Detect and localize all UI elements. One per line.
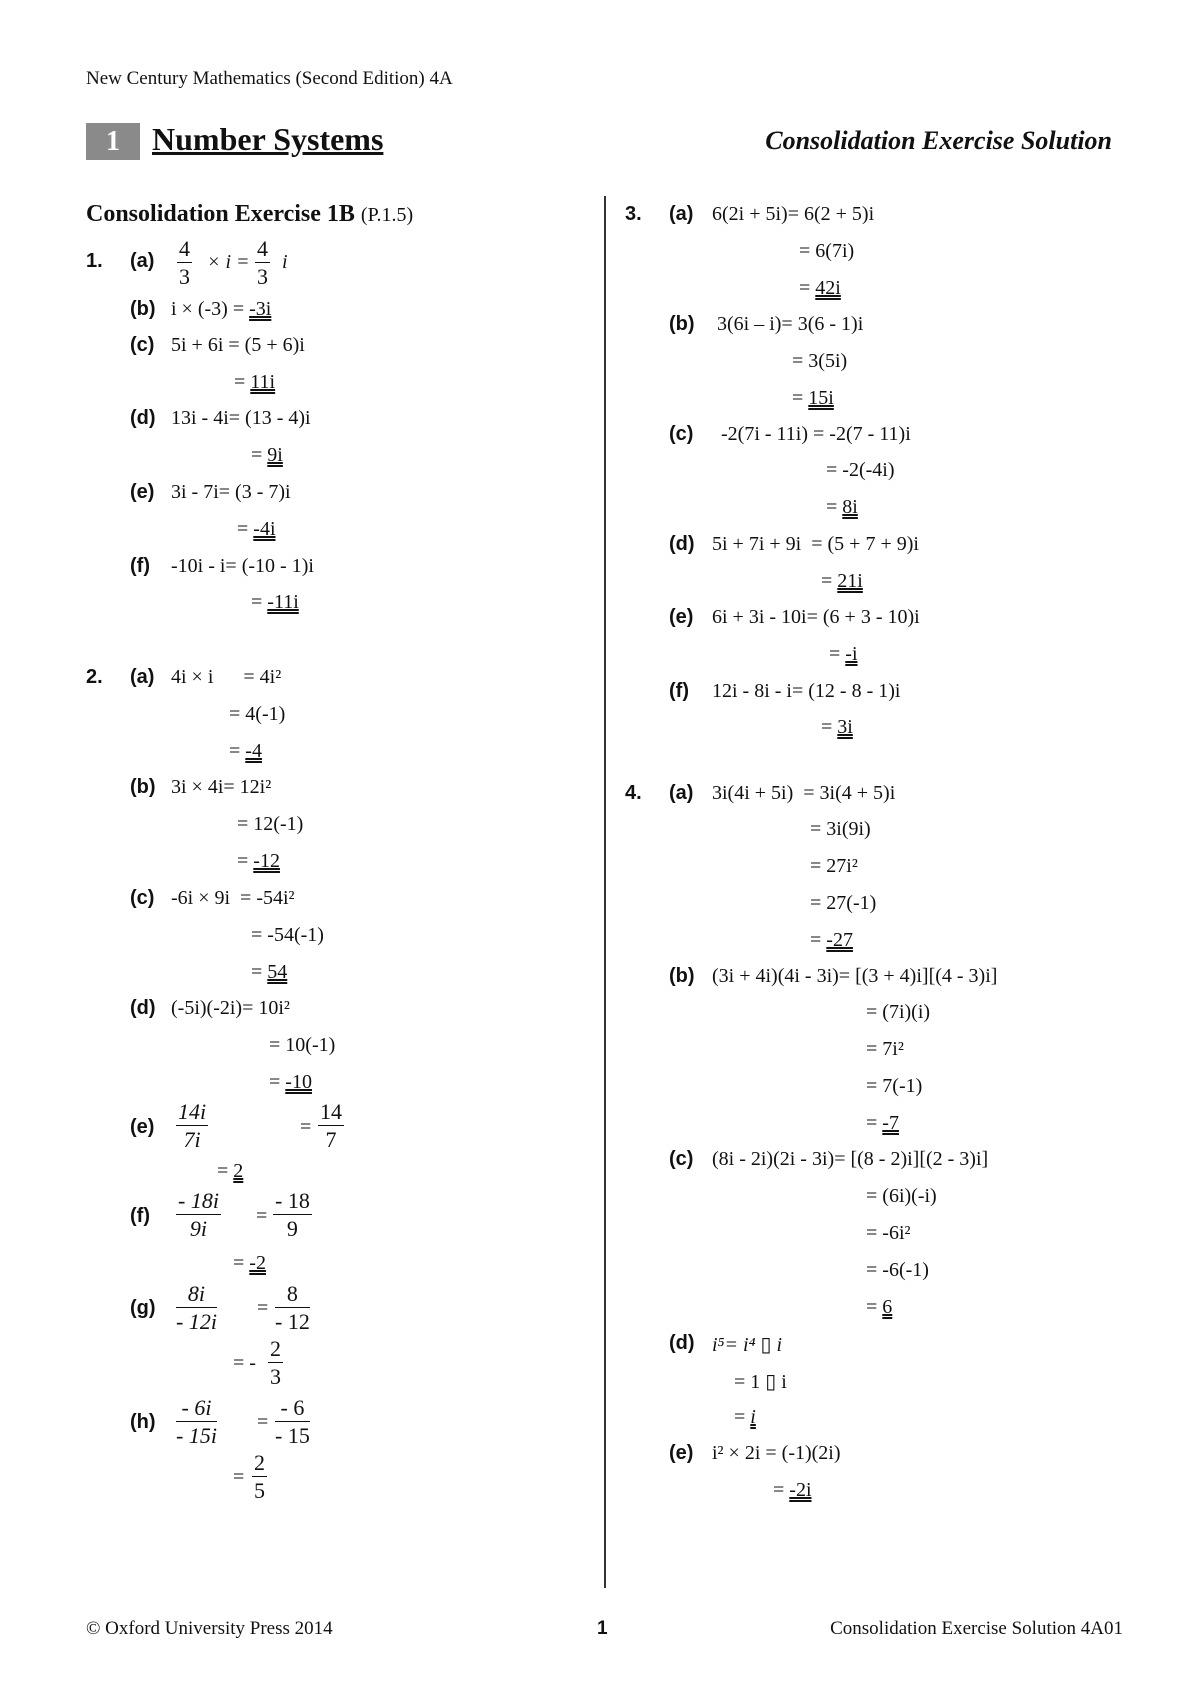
q1f-line-2-pre: =: [251, 591, 268, 613]
q1d-answer: 9i: [267, 444, 283, 466]
q2e-line-2-pre: =: [217, 1160, 234, 1182]
q1e-label: (e): [130, 481, 155, 503]
q2e-f1-denominator: 7i: [176, 1125, 208, 1152]
q2g-label: (g): [130, 1297, 156, 1319]
q2c-label: (c): [130, 887, 155, 909]
q2g-f1-numerator: 8i: [187, 1281, 206, 1306]
q2c-line-1: -6i × 9i = -54i²: [171, 887, 295, 909]
q2b-line-3: [237, 850, 280, 873]
q2c-line-3: [251, 961, 287, 984]
q1b-line-1: [171, 298, 271, 321]
q2h-result-fraction: [252, 1450, 267, 1503]
q4b-line-5: [866, 1112, 899, 1135]
q4c-line-5: [866, 1296, 892, 1319]
q2f-equals: =: [256, 1205, 268, 1227]
q2f-line-2-pre: =: [233, 1252, 250, 1274]
q4c-line-2: = (6i)(-i): [866, 1185, 937, 1207]
question-2-number: 2.: [86, 666, 103, 688]
q2d-line-2: = 10(-1): [269, 1034, 336, 1056]
q2h-f3-numerator: 2: [254, 1450, 265, 1475]
q4b-line-3: = 7i²: [866, 1038, 904, 1060]
q1a-fraction-1: [177, 236, 192, 289]
q3f-line-1: 12i - 8i - i= (12 - 8 - 1)i: [712, 680, 901, 702]
q1a-f2-denominator: 3: [257, 264, 268, 289]
q3a-line-3-pre: =: [799, 277, 816, 299]
column-divider: [604, 196, 606, 1588]
q2e-f2-denominator: 7: [318, 1125, 344, 1152]
q2b-line-3-pre: =: [237, 850, 254, 872]
q1d-line-2: [251, 444, 283, 467]
q1c-line-1: 5i + 6i = (5 + 6)i: [171, 334, 305, 356]
q2g-fraction-1: [176, 1281, 217, 1334]
q1e-line-2-pre: =: [237, 518, 254, 540]
q1d-line-2-pre: =: [251, 444, 268, 466]
q4a-line-5-pre: =: [810, 929, 827, 951]
q2h-line-2-pre: =: [233, 1466, 245, 1488]
q2g-equals: =: [257, 1297, 269, 1319]
chapter-title: Number Systems: [152, 121, 384, 157]
q3c-line-3: [826, 496, 858, 519]
q2f-f2-numerator: - 18: [275, 1188, 310, 1213]
q2h-f2-numerator: - 6: [280, 1395, 305, 1420]
q4a-line-4: = 27(-1): [810, 892, 877, 914]
q4b-label: (b): [669, 965, 695, 987]
q2f-label: (f): [130, 1205, 150, 1227]
q4d-line-3: [734, 1406, 756, 1429]
q1b-text: i × (-3) =: [171, 298, 250, 320]
q3b-line-1: 3(6i – i)= 3(6 - 1)i: [717, 313, 864, 335]
q2a-label: (a): [130, 666, 155, 688]
q3c-line-3-pre: =: [826, 496, 843, 518]
question-1-number: 1.: [86, 250, 103, 272]
q2a-answer: -4: [245, 740, 262, 762]
q1f-line-1: -10i - i= (-10 - 1)i: [171, 555, 314, 577]
q2b-label: (b): [130, 776, 156, 798]
footer-page-number: 1: [597, 1618, 608, 1639]
q2g-f2-numerator: 8: [286, 1281, 298, 1306]
q2a-line-3: [229, 740, 262, 763]
q4c-answer: 6: [882, 1296, 893, 1318]
question-3-number: 3.: [625, 203, 642, 225]
q2h-equals: =: [257, 1411, 269, 1433]
q2f-f1-numerator: - 18i: [178, 1188, 219, 1213]
q4d-line-2: = 1 ▯ i: [734, 1371, 787, 1393]
q4d-answer: i: [750, 1406, 756, 1428]
q4d-line-3-pre: =: [734, 1406, 751, 1428]
q3e-line-1: 6i + 3i - 10i= (6 + 3 - 10)i: [712, 606, 920, 628]
q2g-f2-denominator: - 12: [275, 1309, 310, 1334]
q4e-line-1: i² × 2i = (-1)(2i): [712, 1442, 841, 1464]
q2e-line-2: [217, 1160, 243, 1183]
q1c-line-2-pre: =: [234, 371, 251, 393]
q3d-label: (d): [669, 533, 695, 555]
q4c-line-1: (8i - 2i)(2i - 3i)= [(8 - 2)i][(2 - 3)i]: [712, 1148, 989, 1170]
q4e-label: (e): [669, 1442, 694, 1464]
q2e-fraction-2: [318, 1099, 344, 1152]
q1a-f1-denominator: 3: [179, 264, 190, 289]
q3e-line-2-pre: =: [829, 643, 846, 665]
q4a-line-3: = 27i²: [810, 855, 858, 877]
q3e-answer: -i: [845, 643, 858, 665]
q2h-f1-numerator: - 6i: [181, 1395, 212, 1420]
q3a-line-2: = 6(7i): [799, 240, 855, 262]
footer-document-id: Consolidation Exercise Solution 4A01: [830, 1618, 1123, 1639]
q4c-line-4: = -6(-1): [866, 1259, 929, 1281]
q1a-f1-numerator: 4: [179, 236, 190, 261]
q3a-line-1: 6(2i + 5i)= 6(2 + 5)i: [712, 203, 875, 225]
q3d-line-1: 5i + 7i + 9i = (5 + 7 + 9)i: [712, 533, 919, 555]
q3b-line-2: = 3(5i): [792, 350, 848, 372]
q2d-line-1: (-5i)(-2i)= 10i²: [171, 997, 290, 1019]
q2e-fraction-1: [176, 1099, 208, 1152]
q4b-line-2: = (7i)(i): [866, 1001, 931, 1023]
chapter-number-badge: 1: [86, 123, 140, 160]
q4a-label: (a): [669, 782, 694, 804]
q3b-line-3: [792, 387, 834, 410]
q4a-line-2: = 3i(9i): [810, 818, 871, 840]
q3a-line-3: [799, 277, 841, 300]
book-title: New Century Mathematics (Second Edition) 4A: [86, 68, 453, 89]
q2f-f2-denominator: 9: [273, 1214, 312, 1241]
q2e-f1-numerator: 14i: [178, 1099, 207, 1124]
q2c-answer: 54: [267, 961, 288, 983]
q2h-fraction-2: [275, 1395, 310, 1448]
q4a-line-1: 3i(4i + 5i) = 3i(4 + 5)i: [712, 782, 896, 804]
q3f-line-2-pre: =: [821, 716, 838, 738]
q2e-label: (e): [130, 1116, 155, 1138]
q1a-f2-numerator: 4: [257, 236, 268, 261]
q4e-line-2-pre: =: [773, 1479, 790, 1501]
q2a-line-3-pre: =: [229, 740, 246, 762]
q2a-line-2: = 4(-1): [229, 703, 286, 725]
q4a-answer: -27: [826, 929, 853, 951]
q3d-answer: 21i: [837, 570, 863, 592]
q2c-line-3-pre: =: [251, 961, 268, 983]
q3c-answer: 8i: [842, 496, 858, 518]
q4d-label: (d): [669, 1332, 695, 1354]
q2e-f2-numerator: 14: [320, 1099, 342, 1124]
q1d-line-1: 13i - 4i= (13 - 4)i: [171, 407, 311, 429]
q1b-answer: -3i: [249, 298, 272, 320]
q4d-line-1: i⁵= i⁴ ▯ i: [712, 1334, 783, 1356]
q1c-label: (c): [130, 334, 155, 356]
q3d-line-2: [821, 570, 863, 593]
q2c-line-2: = -54(-1): [251, 924, 324, 946]
q1a-tail: i: [282, 251, 288, 273]
q1e-line-1: 3i - 7i= (3 - 7)i: [171, 481, 291, 503]
q4e-answer: -2i: [789, 1479, 812, 1501]
q2h-f1-denominator: - 15i: [176, 1423, 217, 1448]
q1f-line-2: [251, 591, 299, 614]
q2b-line-2: = 12(-1): [237, 813, 304, 835]
q2d-line-3-pre: =: [269, 1071, 286, 1093]
q3c-line-2: = -2(-4i): [826, 459, 895, 481]
q1a-label: (a): [130, 250, 155, 272]
q2h-f3-denominator: 5: [254, 1478, 265, 1503]
q2f-fraction-1: [176, 1188, 221, 1241]
q2d-line-3: [269, 1071, 312, 1094]
q2b-line-1: 3i × 4i= 12i²: [171, 776, 272, 798]
q2f-line-2: [233, 1252, 266, 1275]
q1a-middle: × i =: [207, 251, 250, 273]
q3d-line-2-pre: =: [821, 570, 838, 592]
q2h-fraction-1: [176, 1395, 217, 1448]
q3e-line-2: [829, 643, 858, 666]
q4b-answer: -7: [882, 1112, 899, 1134]
q3c-label: (c): [669, 423, 694, 445]
q3a-answer: 42i: [815, 277, 841, 299]
q4b-line-1: (3i + 4i)(4i - 3i)= [(3 + 4)i][(4 - 3)i]: [712, 965, 998, 987]
q2d-label: (d): [130, 997, 156, 1019]
q3b-line-3-pre: =: [792, 387, 809, 409]
q1c-line-2: [234, 371, 275, 394]
q4b-line-4: = 7(-1): [866, 1075, 923, 1097]
q4b-line-5-pre: =: [866, 1112, 883, 1134]
q3b-label: (b): [669, 313, 695, 335]
q2f-f1-denominator: 9i: [176, 1214, 221, 1241]
q1b-label: (b): [130, 298, 156, 320]
q1d-label: (d): [130, 407, 156, 429]
exercise-title-text: Consolidation Exercise 1B: [86, 201, 355, 227]
q1f-label: (f): [130, 555, 150, 577]
q2a-line-1: 4i × i = 4i²: [171, 666, 282, 688]
q2d-answer: -10: [285, 1071, 312, 1093]
q4c-label: (c): [669, 1148, 694, 1170]
exercise-title: [86, 201, 413, 228]
q3b-answer: 15i: [808, 387, 834, 409]
q3a-label: (a): [669, 203, 694, 225]
section-heading-right: Consolidation Exercise Solution: [765, 126, 1112, 155]
q4c-line-3: = -6i²: [866, 1222, 911, 1244]
q2g-fraction-2: [275, 1281, 310, 1334]
q4e-line-2: [773, 1479, 812, 1502]
q4c-line-5-pre: =: [866, 1296, 883, 1318]
q2g-result-fraction: [268, 1336, 283, 1389]
q3e-label: (e): [669, 606, 694, 628]
q1e-answer: -4i: [253, 518, 276, 540]
q1e-line-2: [237, 518, 276, 541]
q2e-answer: 2: [233, 1160, 244, 1182]
q2f-fraction-2: [273, 1188, 312, 1241]
q3f-label: (f): [669, 680, 689, 702]
q2g-f3-denominator: 3: [270, 1364, 281, 1389]
q3f-answer: 3i: [837, 716, 853, 738]
q1c-answer: 11i: [250, 371, 276, 393]
page-reference: (P.1.5): [360, 204, 414, 226]
q2h-f2-denominator: - 15: [275, 1423, 310, 1448]
footer-copyright: © Oxford University Press 2014: [86, 1618, 333, 1639]
q2g-line-2-pre: = -: [233, 1352, 256, 1374]
q2g-f1-denominator: - 12i: [176, 1309, 217, 1334]
q3f-line-2: [821, 716, 853, 739]
q2f-answer: -2: [249, 1252, 266, 1274]
q2b-answer: -12: [253, 850, 280, 872]
q4a-line-5: [810, 929, 853, 952]
q2e-equals: =: [300, 1116, 312, 1138]
q2g-f3-numerator: 2: [270, 1336, 281, 1361]
q1a-fraction-2: [255, 236, 270, 289]
q1f-answer: -11i: [267, 591, 299, 613]
q3c-line-1: -2(7i - 11i) = -2(7 - 11)i: [721, 423, 911, 445]
q2h-label: (h): [130, 1411, 156, 1433]
question-4-number: 4.: [625, 782, 642, 804]
